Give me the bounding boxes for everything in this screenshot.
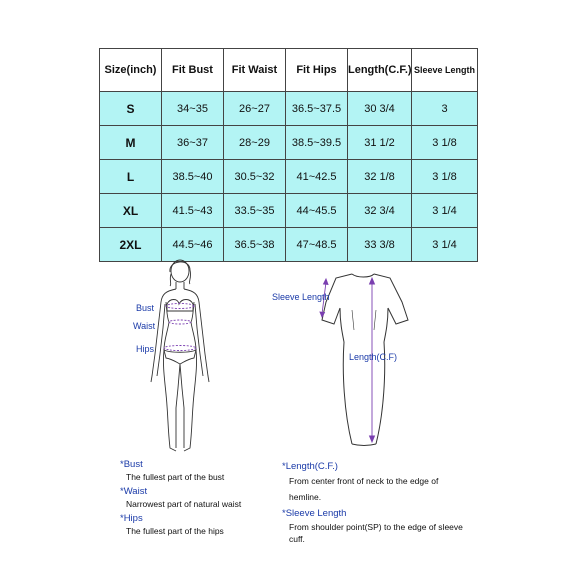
table-row [100, 194, 478, 228]
table-cell: XL [100, 194, 162, 228]
table-cell: 3 [412, 92, 478, 126]
def-bust-text: The fullest part of the bust [126, 472, 225, 482]
table-cell: 2XL [100, 228, 162, 262]
def-bust-title: *Bust [120, 459, 143, 470]
def-waist-title: *Waist [120, 486, 148, 497]
table-cell: 47~48.5 [286, 228, 348, 262]
def-sleeve-text-2: cuff. [289, 534, 305, 544]
bust-label: Bust [136, 303, 155, 313]
table-cell: 36.5~37.5 [286, 92, 348, 126]
table-cell: 44~45.5 [286, 194, 348, 228]
table-cell: 33.5~35 [224, 194, 286, 228]
table-cell: 41~42.5 [286, 160, 348, 194]
waist-label: Waist [133, 321, 156, 331]
table-cell: 3 1/8 [412, 160, 478, 194]
table-cell: 44.5~46 [162, 228, 224, 262]
def-length-title: *Length(C.F.) [282, 461, 338, 472]
table-row [100, 92, 478, 126]
def-hips-text: The fullest part of the hips [126, 526, 224, 536]
table-cell: 41.5~43 [162, 194, 224, 228]
def-hips-title: *Hips [120, 513, 143, 524]
table-cell: 3 1/8 [412, 126, 478, 160]
def-length-text-2: hemline. [289, 492, 322, 502]
table-cell: 30.5~32 [224, 160, 286, 194]
header-sleeve-length: Sleeve Length [412, 49, 478, 92]
table-cell: 38.5~39.5 [286, 126, 348, 160]
length-cf-label: Length(C.F) [349, 352, 398, 362]
def-sleeve-text-1: From shoulder point(SP) to the edge of sleeve [289, 522, 463, 532]
header-length: Length(C.F.) [348, 49, 412, 92]
def-sleeve-title: *Sleeve Length [282, 508, 347, 519]
def-waist-text: Narrowest part of natural waist [126, 499, 242, 509]
table-row [100, 126, 478, 160]
table-cell: 36.5~38 [224, 228, 286, 262]
table-cell: 26~27 [224, 92, 286, 126]
table-cell: 34~35 [162, 92, 224, 126]
table-cell: 31 1/2 [348, 126, 412, 160]
table-cell: 3 1/4 [412, 194, 478, 228]
table-row [100, 228, 478, 262]
hips-label: Hips [136, 344, 155, 354]
table-header-row [100, 49, 478, 92]
header-fit-waist: Fit Waist [224, 49, 286, 92]
sleeve-length-label: Sleeve Length [272, 292, 330, 302]
table-cell: 30 3/4 [348, 92, 412, 126]
table-cell: 36~37 [162, 126, 224, 160]
header-fit-hips: Fit Hips [286, 49, 348, 92]
size-chart-table [99, 48, 478, 262]
header-fit-bust: Fit Bust [162, 49, 224, 92]
table-cell: 38.5~40 [162, 160, 224, 194]
table-cell: 3 1/4 [412, 228, 478, 262]
def-length-text-1: From center front of neck to the edge of [289, 476, 439, 486]
body-measurement-figure [118, 258, 228, 458]
body-outline-icon [118, 258, 228, 458]
table-cell: M [100, 126, 162, 160]
table-cell: 32 1/8 [348, 160, 412, 194]
table-row [100, 160, 478, 194]
table-cell: 33 3/8 [348, 228, 412, 262]
table-cell: 32 3/4 [348, 194, 412, 228]
header-size: Size(inch) [100, 49, 162, 92]
table-cell: S [100, 92, 162, 126]
table-cell: L [100, 160, 162, 194]
table-cell: 28~29 [224, 126, 286, 160]
